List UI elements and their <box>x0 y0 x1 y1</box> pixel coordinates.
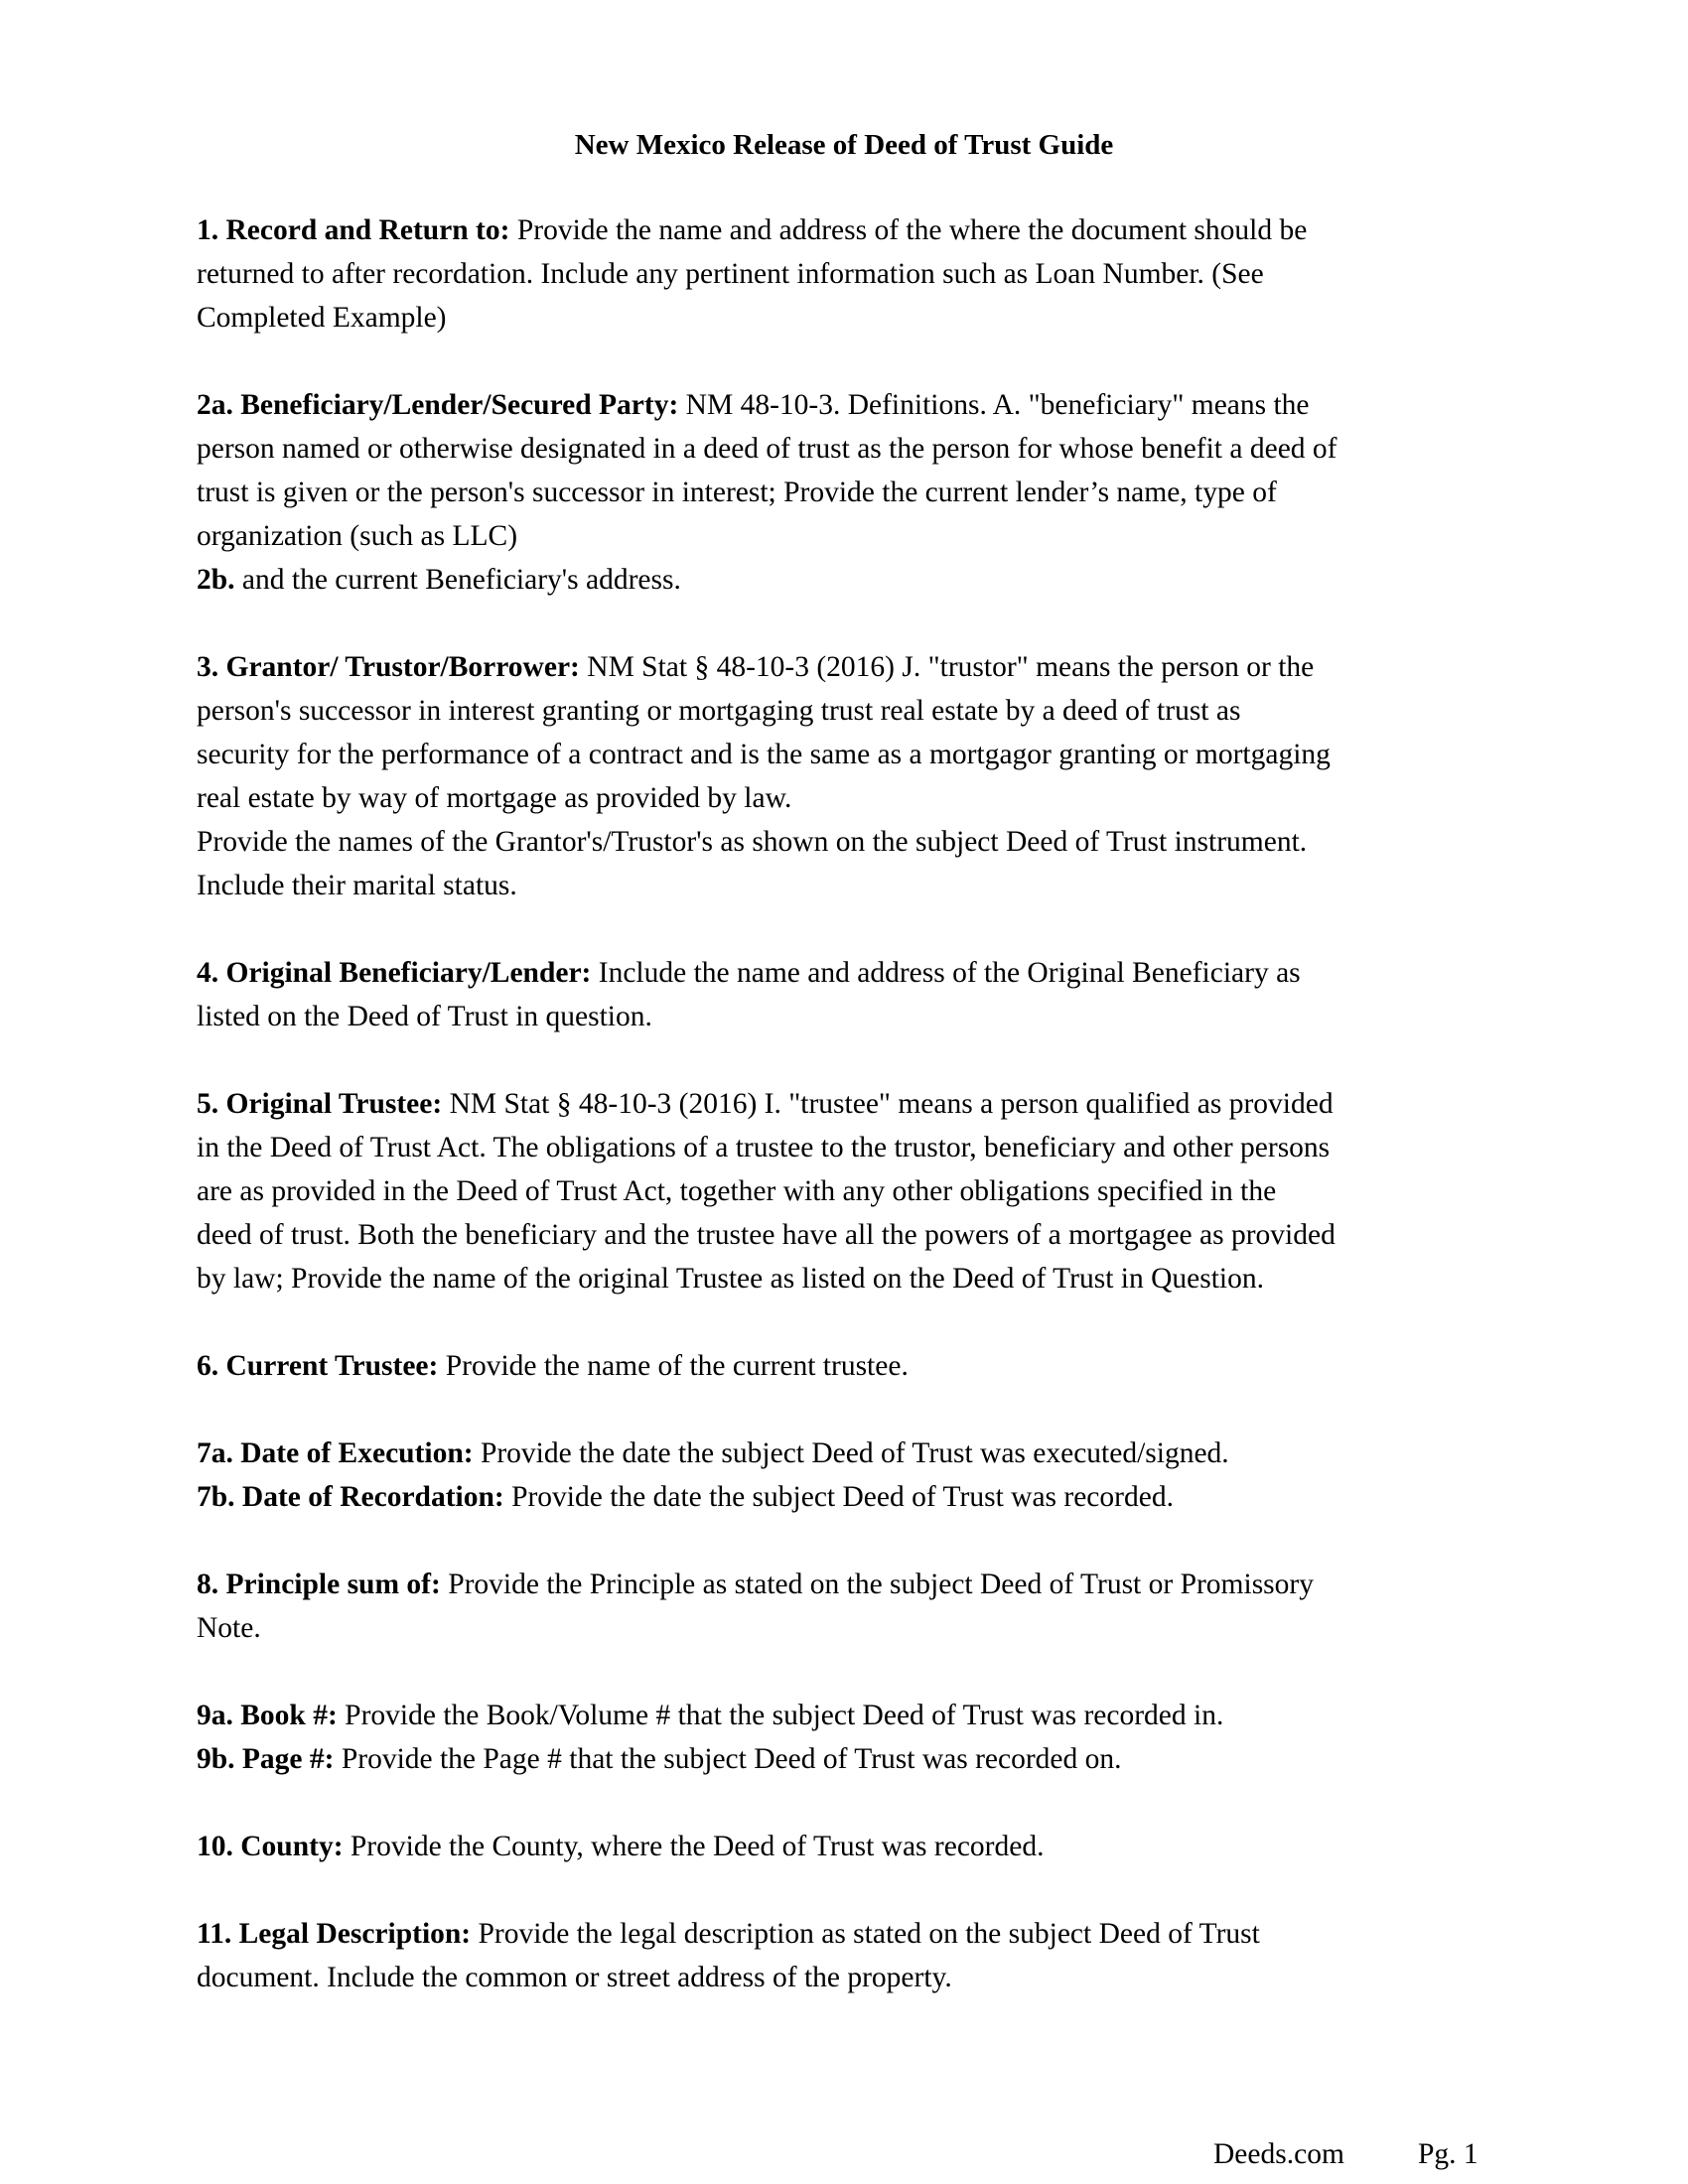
section-text-line: Note. <box>197 1612 261 1644</box>
section-text-line: Provide the Principle as stated on the subject Deed of Trust or Promissory <box>440 1569 1314 1600</box>
section-text-line: in the Deed of Trust Act. The obligations of a trustee to the trustor, beneficiary and other persons <box>197 1132 1331 1163</box>
section-text-line: Provide the legal description as stated on the subject Deed of Trust <box>471 1918 1260 1950</box>
section-label: 10. County: <box>197 1831 344 1862</box>
section-county <box>197 1825 1517 1868</box>
section-principle-sum <box>197 1563 1517 1650</box>
document-body <box>197 208 1517 2043</box>
section-label: 5. Original Trustee: <box>197 1088 443 1120</box>
section-beneficiary <box>197 383 1517 602</box>
footer-site-name: Deeds.com <box>1213 2138 1344 2170</box>
section-dates <box>197 1432 1517 1519</box>
section-book-page <box>197 1694 1517 1781</box>
section-label: 4. Original Beneficiary/Lender: <box>197 957 592 989</box>
section-label: 8. Principle sum of: <box>197 1569 441 1600</box>
section-original-trustee <box>197 1082 1517 1300</box>
section-text-line: are as provided in the Deed of Trust Act, together with any other obligations specified in the <box>197 1175 1277 1207</box>
page-footer <box>0 2132 1688 2176</box>
section-text-line: Completed Example) <box>197 302 447 334</box>
section-text-line: deed of trust. Both the beneficiary and the trustee have all the powers of a mortgagee as provided <box>197 1219 1336 1251</box>
section-text-line: Provide the name and address of the where the document should be <box>509 214 1308 246</box>
document-title: New Mexico Release of Deed of Trust Guide <box>574 129 1114 161</box>
section-text-line: NM 48-10-3. Definitions. A. "beneficiary" means the <box>678 389 1310 421</box>
section-text-line: returned to after recordation. Include any pertinent information such as Loan Number. (See <box>197 258 1264 290</box>
section-text-line: real estate by way of mortgage as provided by law. <box>197 782 792 814</box>
section-record-and-return <box>197 208 1517 340</box>
section-text-line: Provide the date the subject Deed of Trust was executed/signed. <box>473 1437 1229 1469</box>
section-text-line: Provide the County, where the Deed of Trust was recorded. <box>343 1831 1045 1862</box>
section-legal-description <box>197 1912 1517 1999</box>
section-grantor <box>197 645 1517 907</box>
section-text-line: trust is given or the person's successor in interest; Provide the current lender’s name, type of <box>197 477 1277 508</box>
section-text-line: Provide the date the subject Deed of Trust was recorded. <box>503 1481 1174 1513</box>
section-text-line: person's successor in interest granting or mortgaging trust real estate by a deed of trust as <box>197 695 1241 727</box>
section-text-line: Include their marital status. <box>197 870 517 901</box>
section-label: 2b. <box>197 564 235 596</box>
section-text-line: Provide the Book/Volume # that the subject Deed of Trust was recorded in. <box>337 1700 1224 1731</box>
section-text-line: Provide the name of the current trustee. <box>438 1350 909 1382</box>
section-text-line: organization (such as LLC) <box>197 520 518 552</box>
section-label: 9a. Book #: <box>197 1700 338 1731</box>
section-text-line: document. Include the common or street address of the property. <box>197 1962 952 1993</box>
footer-page-number: Pg. 1 <box>1418 2138 1478 2170</box>
section-label: 2a. Beneficiary/Lender/Secured Party: <box>197 389 679 421</box>
section-original-beneficiary <box>197 951 1517 1038</box>
section-label: 3. Grantor/ Trustor/Borrower: <box>197 651 580 683</box>
section-text-line: security for the performance of a contract and is the same as a mortgagor granting or mortgaging <box>197 739 1331 770</box>
section-text-line: Provide the Page # that the subject Deed of Trust was recorded on. <box>334 1743 1122 1775</box>
section-text-line: person named or otherwise designated in a deed of trust as the person for whose benefit a deed of <box>197 433 1337 465</box>
section-text-line: Include the name and address of the Original Beneficiary as <box>591 957 1301 989</box>
section-text-line: Provide the names of the Grantor's/Trustor's as shown on the subject Deed of Trust instrument. <box>197 826 1308 858</box>
section-label: 7a. Date of Execution: <box>197 1437 474 1469</box>
section-text-line: NM Stat § 48-10-3 (2016) J. "trustor" means the person or the <box>579 651 1315 683</box>
section-label: 9b. Page #: <box>197 1743 335 1775</box>
section-label: 6. Current Trustee: <box>197 1350 439 1382</box>
section-text-line: and the current Beneficiary's address. <box>234 564 681 596</box>
section-label: 7b. Date of Recordation: <box>197 1481 504 1513</box>
section-text-line: by law; Provide the name of the original Trustee as listed on the Deed of Trust in Question. <box>197 1263 1264 1295</box>
section-text-line: NM Stat § 48-10-3 (2016) I. "trustee" means a person qualified as provided <box>442 1088 1334 1120</box>
section-current-trustee <box>197 1344 1517 1388</box>
section-text-line: listed on the Deed of Trust in question. <box>197 1001 652 1032</box>
section-label: 11. Legal Description: <box>197 1918 472 1950</box>
section-label: 1. Record and Return to: <box>197 214 510 246</box>
